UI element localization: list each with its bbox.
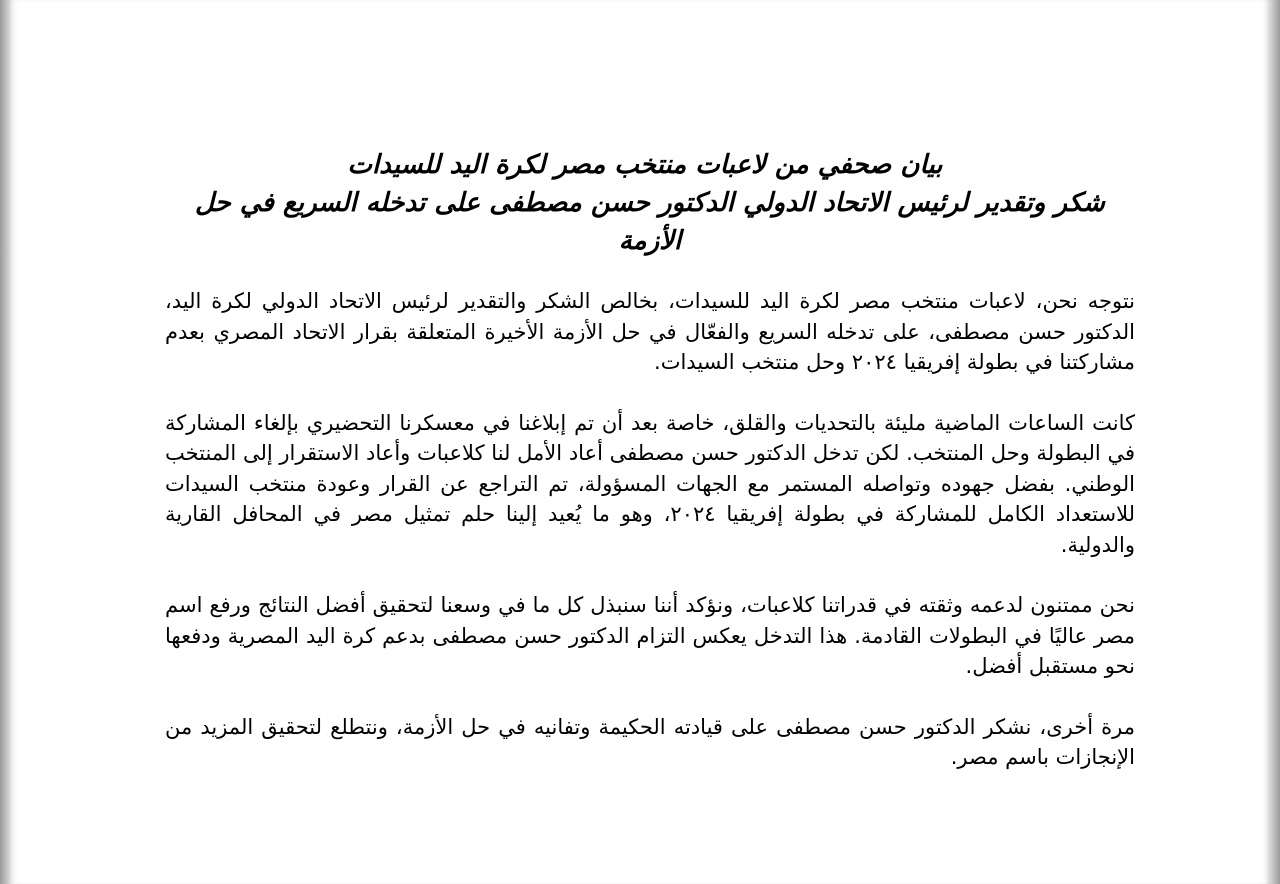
press-release-subtitle: شكر وتقدير لرئيس الاتحاد الدولي الدكتور حسن مصطفى على تدخله السريع في حل الأزمة (195, 188, 1105, 256)
page-edge-right (1270, 0, 1280, 884)
page-edge-left (0, 0, 10, 884)
document-body (165, 146, 1135, 773)
paragraph-2: كانت الساعات الماضية مليئة بالتحديات والقلق، خاصة بعد أن تم إبلاغنا في معسكرنا التحضيري بإلغاء المشاركة في البطولة وحل المنتخب. لكن تدخل الدكتور حسن مصطفى أعاد الأمل لنا كلاعبات وأعاد الاستقرار إلى المنتخب الوطني. بفضل جهوده وتواصله المستمر مع الجهات المسؤولة، تم التراجع عن القرار وعودة منتخب السيدات للاستعداد الكامل للمشاركة في بطولة إفريقيا ٢٠٢٤، وهو ما يُعيد إلينا حلم تمثيل مصر في المحافل القارية والدولية. (165, 410, 1136, 557)
paragraph-4: مرة أخرى، نشكر الدكتور حسن مصطفى على قيادته الحكيمة وتفانيه في حل الأزمة، ونتطلع لتحقيق المزيد من الإنجازات باسم مصر. (165, 714, 1135, 769)
paragraph-3: نحن ممتنون لدعمه وثقته في قدراتنا كلاعبات، ونؤكد أننا سنبذل كل ما في وسعنا لتحقيق أفضل النتائج ورفع اسم مصر عاليًا في البطولات القادمة. هذا التدخل يعكس التزام الدكتور حسن مصطفى بدعم كرة اليد المصرية ودفعها نحو مستقبل أفضل. (165, 593, 1135, 678)
press-release-title: بيان صحفي من لاعبات منتخب مصر لكرة اليد للسيدات (347, 150, 943, 180)
paragraph-1: نتوجه نحن، لاعبات منتخب مصر لكرة اليد للسيدات، بخالص الشكر والتقدير لرئيس الاتحاد الدولي لكرة اليد، الدكتور حسن مصطفى، على تدخله السريع والفعّال في حل الأزمة الأخيرة المتعلقة بقرار الاتحاد المصري بعدم مشاركتنا في بطولة إفريقيا ٢٠٢٤ وحل منتخب السيدات. (165, 289, 1135, 374)
document-page (10, 0, 1270, 884)
